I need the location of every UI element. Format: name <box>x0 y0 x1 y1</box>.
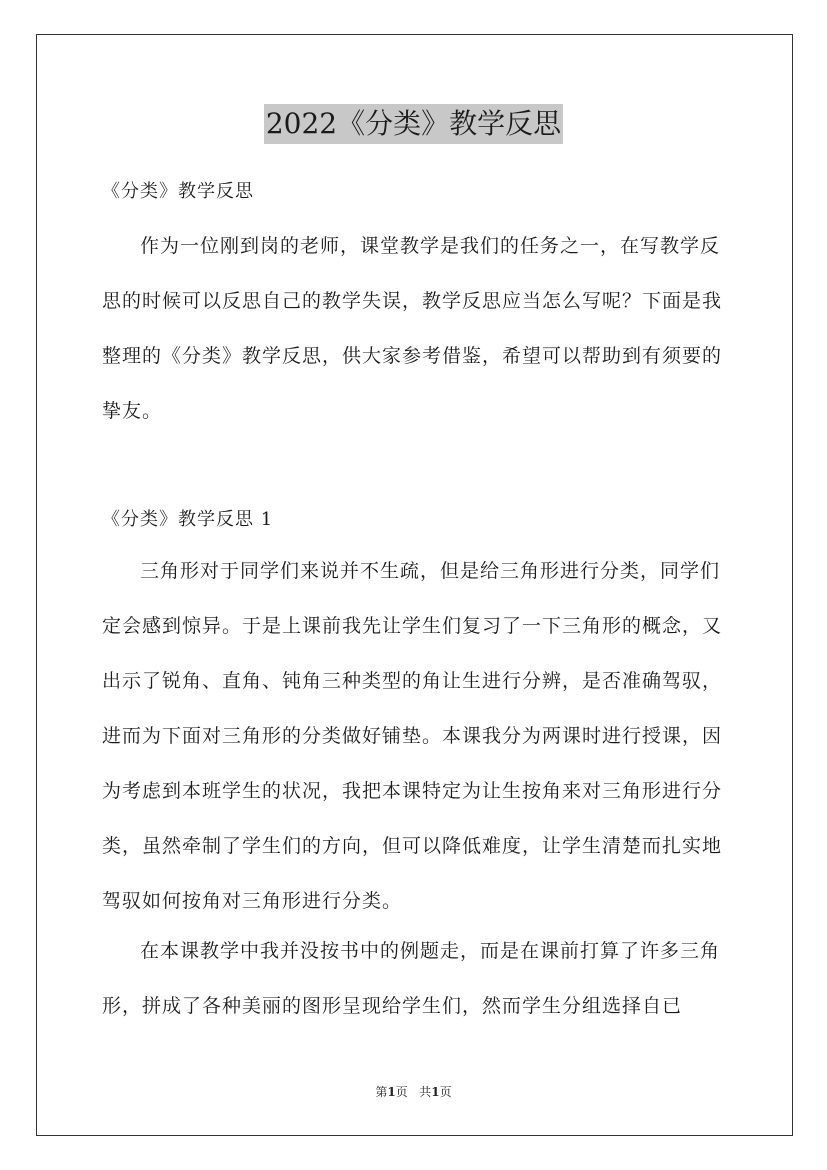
document-title-text: 2022《分类》教学反思 <box>264 104 563 144</box>
document-title <box>0 102 827 144</box>
footer-page-total: 1 <box>431 1085 440 1099</box>
section-1-paragraph-1: 三角形对于同学们来说并不生疏，但是给三角形进行分类，同学们定会感到惊异。于是上课前我先让学生们复习了一下三角形的概念，又出示了锐角、直角、钝角三种类型的角让生进行分辨，是否准确驾驭，进而为下面对三角形的分类做好铺垫。本课我分为两课时进行授课，因为考虑到本班学生的状况，我把本课特定为让生按角来对三角形进行分类，虽然牵制了学生们的方向，但可以降低难度，让学生清楚而扎实地驾驭如何按角对三角形进行分类。 <box>102 560 723 912</box>
footer-page-suffix: 页 <box>439 1085 452 1099</box>
intro-paragraph: 作为一位刚到岗的老师，课堂教学是我们的任务之一，在写教学反思的时候可以反思自己的教学失误，教学反思应当怎么写呢？下面是我整理的《分类》教学反思，供大家参考借鉴，希望可以帮助到有须要的挚友。 <box>102 235 723 422</box>
intro-heading: 《分类》教学反思 <box>102 181 254 202</box>
section-1-heading: 《分类》教学反思 1 <box>102 509 274 530</box>
footer-page-current: 1 <box>387 1085 396 1099</box>
section-1-paragraph-2: 在本课教学中我并没按书中的例题走，而是在课前打算了许多三角形，拼成了各种美丽的图形呈现给学生们，然而学生分组选择自已 <box>102 940 721 1017</box>
footer-page-mid: 页 共 <box>395 1085 432 1099</box>
page-footer <box>0 1082 827 1102</box>
footer-page-prefix: 第 <box>375 1085 388 1099</box>
